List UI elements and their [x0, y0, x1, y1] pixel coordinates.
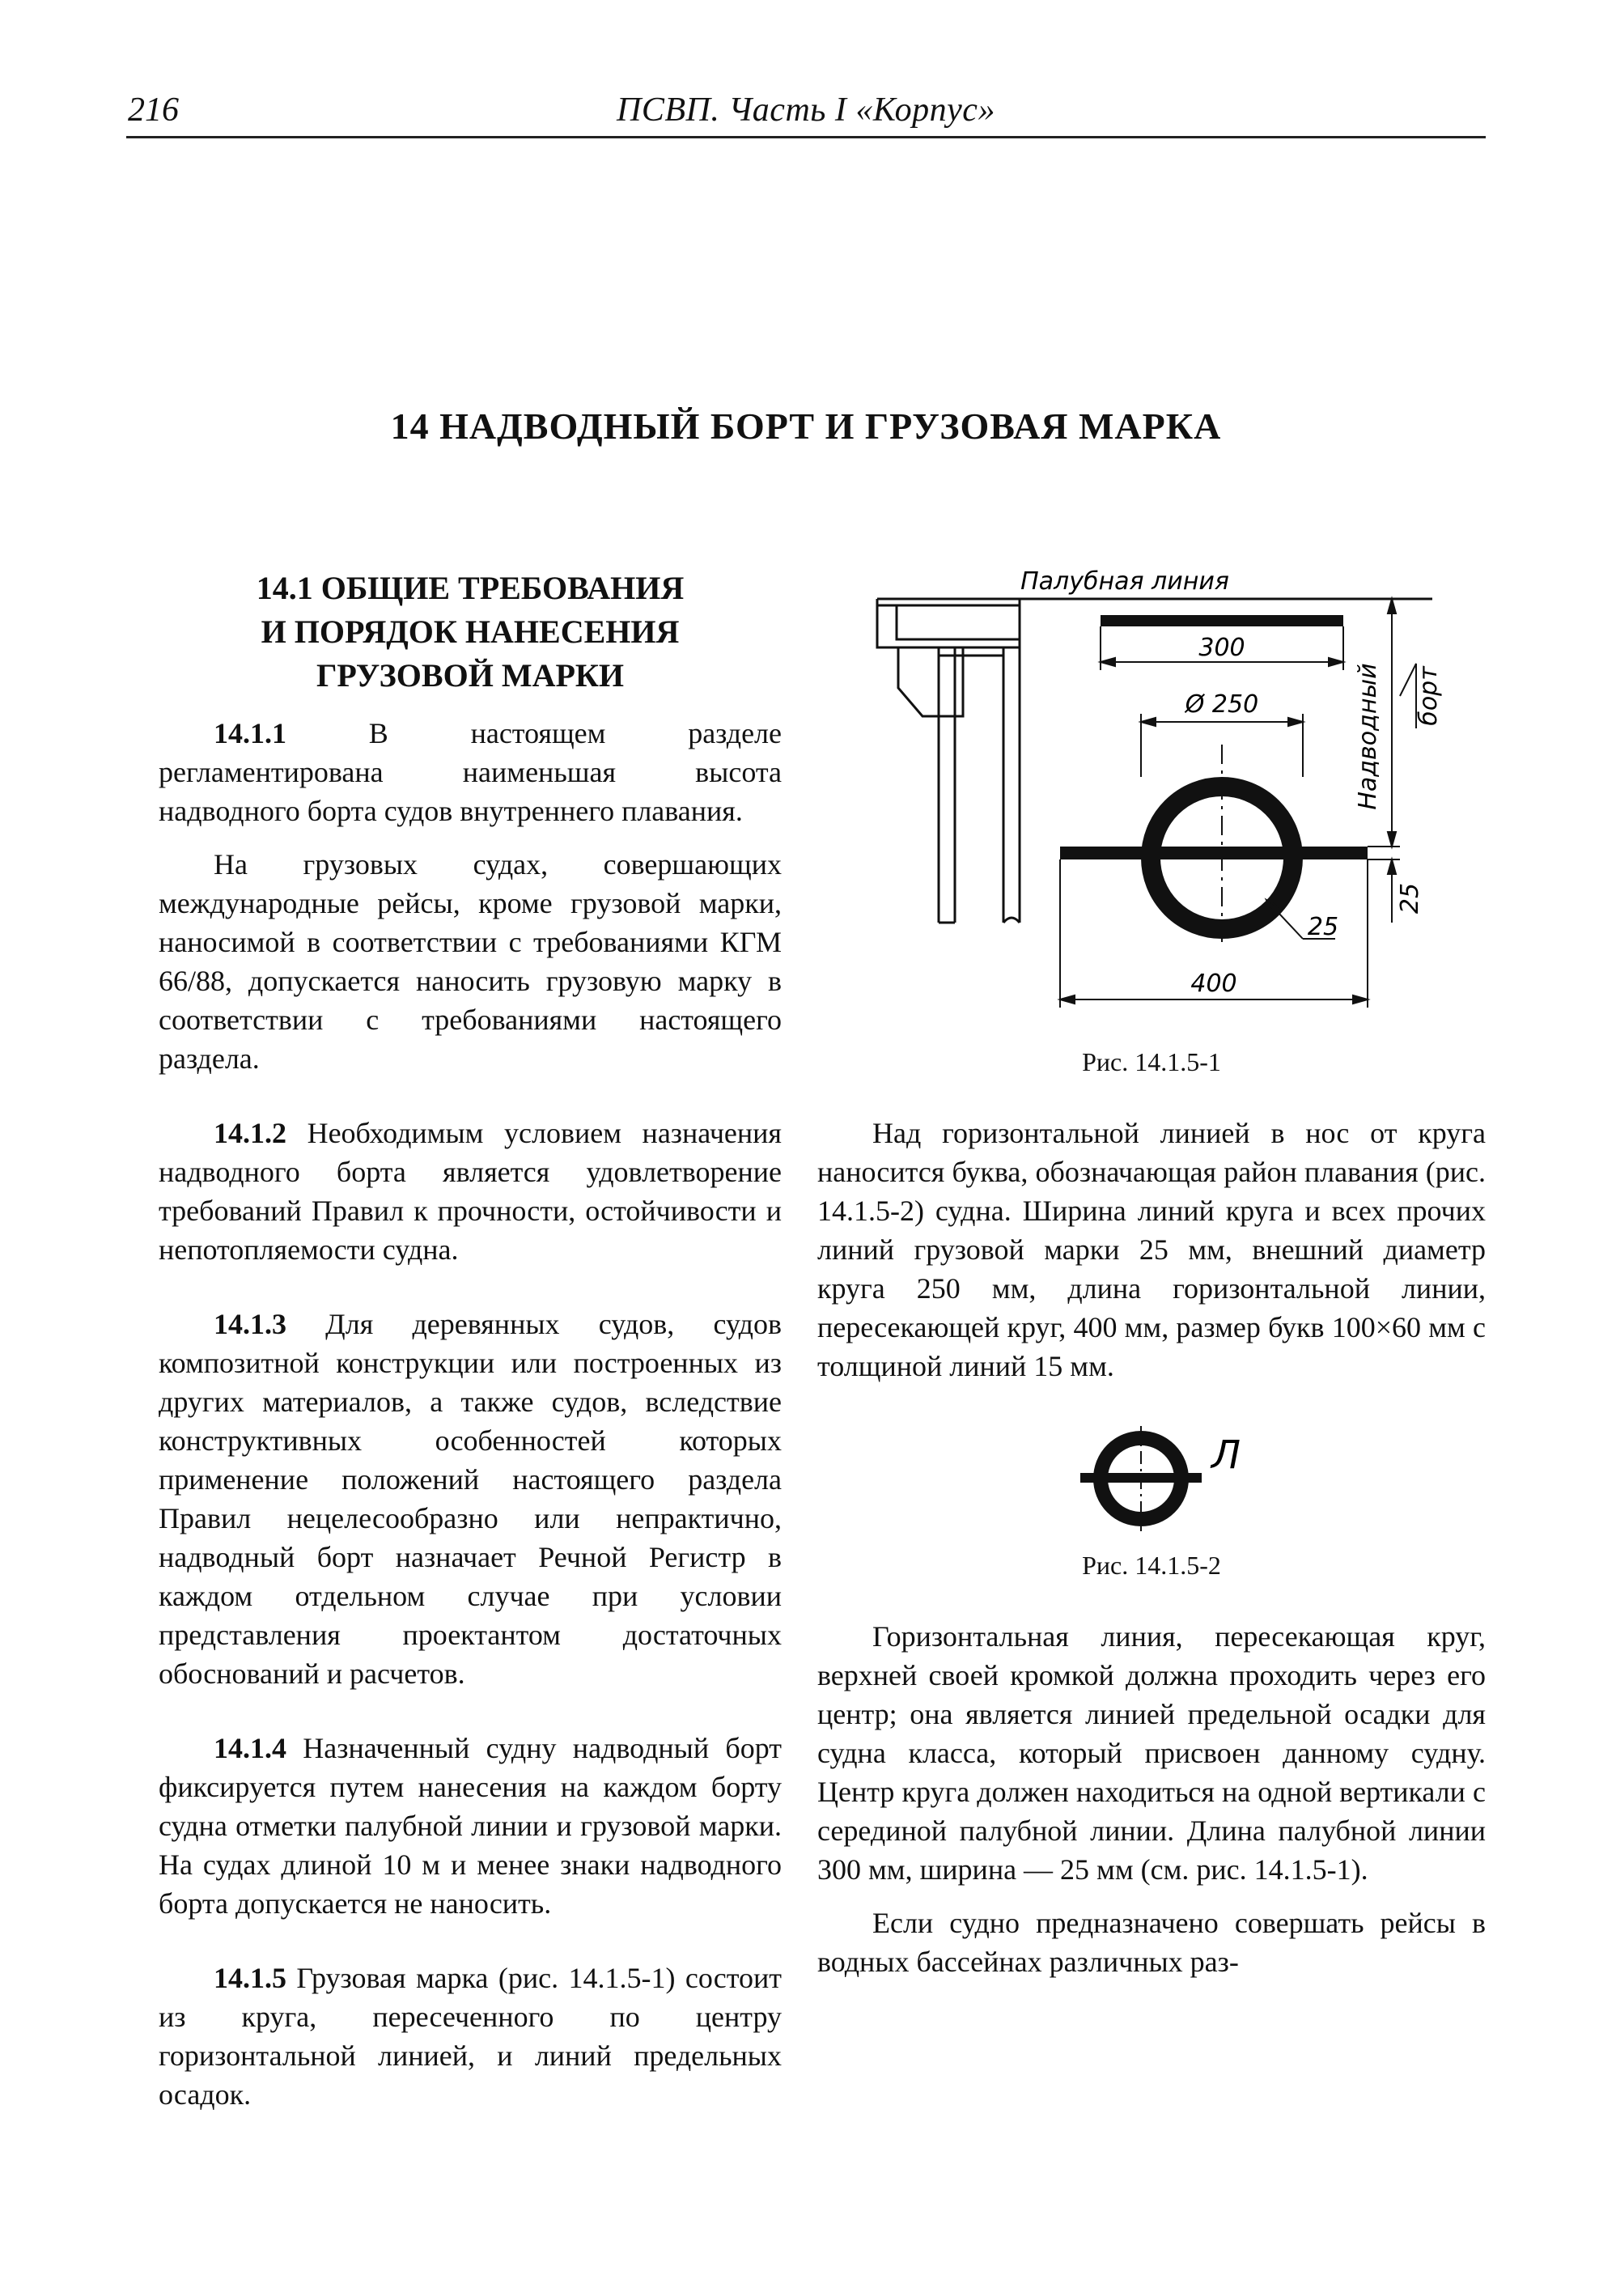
freeboard-label: Надводный [1354, 663, 1382, 810]
paragraph-multiple-basins: Если судно предназначено совершать рейсы в водных бассейнах различных раз- [817, 1907, 1486, 1978]
paragraph-14-1-5: 14.1.5 Грузовая марка (рис. 14.1.5-1) состоит из круга, пересеченного по центру горизонтальной линией, и линий предельных осадок. [159, 1962, 782, 2111]
page-header [126, 91, 1486, 138]
paragraph-14-1-3: 14.1.3 Для деревянных судов, судов композитной конструкции или построенных из других материалов, а также судов, вследствие конструктивных особенностей которых применение положений настоящего раздела Правил нецелесообразно или непрактично, надводный борт назначает Речной Регистр в каждом отдельном случае при условии представления проектантом достаточных обоснований и расчетов. [159, 1308, 782, 1690]
paragraph-14-1-1: 14.1.1 В настоящем разделе регламентирована наименьшая высота надводного борта судов внутреннего плавания. [159, 717, 782, 827]
district-letter: Л [1211, 1432, 1241, 1478]
left-column [159, 567, 782, 2114]
load-line-horizontal-bar [1060, 847, 1368, 859]
section-title: 14.1 ОБЩИЕ ТРЕБОВАНИЯ И ПОРЯДОК НАНЕСЕНИЯ ГРУЗОВОЙ МАРКИ [256, 570, 685, 694]
deck-line-mark [1101, 615, 1343, 626]
figure-1-caption: Рис. 14.1.5-1 [1082, 1047, 1221, 1076]
dim-25-line-label: 25 [1307, 913, 1339, 941]
running-title: ПСВП. Часть I «Корпус» [617, 91, 995, 129]
deck-line-label: Палубная линия [1020, 567, 1229, 596]
figure-2-caption: Рис. 14.1.5-2 [1082, 1551, 1221, 1580]
dim-25-side-label: 25 [1396, 882, 1424, 915]
figure-load-line-mark [817, 567, 1486, 1078]
letter-mark-diagram [817, 1418, 1486, 1539]
chapter-title: 14 НАДВОДНЫЙ БОРТ И ГРУЗОВАЯ МАРКА [390, 405, 1222, 447]
figure-letter-mark [817, 1418, 1486, 1581]
load-line-diagram [817, 567, 1486, 1036]
paragraph-14-1-2: 14.1.2 Необходимым условием назначения надводного борта является удовлетворение требований Правил к прочности, остойчивости и непотопляемости судна. [159, 1117, 782, 1266]
paragraph-horizontal-line: Горизонтальная линия, пересекающая круг, верхней своей кромкой должна проходить через его центр; она является линией предельной осадки для судна класса, который присвоен данному судну. Центр круга должен находиться на одной вертикали с серединой палубной линии. Длина палубной линии 300 мм, ширина — 25 мм (см. рис. 14.1.5-1). [817, 1620, 1486, 1886]
side-label: борт [1414, 666, 1443, 726]
dim-250-label: Ø 250 [1185, 690, 1259, 719]
page-number: 216 [128, 91, 179, 129]
paragraph-14-1-4: 14.1.4 Назначенный судну надводный борт фиксируется путем нанесения на каждом борту судна отметки палубной линии и грузовой марки. На судах длиной 10 м и менее знаки надводного борта допускается не наносить. [159, 1732, 782, 1920]
paragraph-letter-mark: Над горизонтальной линией в нос от круга наносится буква, обозначающая район плавания (рис. 14.1.5-2) судна. Ширина линий круга и всех прочих линий грузовой марки 25 мм, внешний диаметр круга 250 мм, длина горизонтальной линии, пересекающей круг, 400 мм, размер букв 100×60 мм с толщиной линий 15 мм. [817, 1117, 1486, 1382]
dim-300-label: 300 [1198, 634, 1245, 662]
right-column [817, 567, 1486, 1981]
dim-400-label: 400 [1190, 970, 1237, 998]
paragraph-international-voyages: На грузовых судах, совершающих международные рейсы, кроме грузовой марки, наносимой в соответствии с требованиями КГМ 66/88, допускается наносить грузовую марку в соответствии с требованиями настоящего раздела. [159, 848, 782, 1075]
